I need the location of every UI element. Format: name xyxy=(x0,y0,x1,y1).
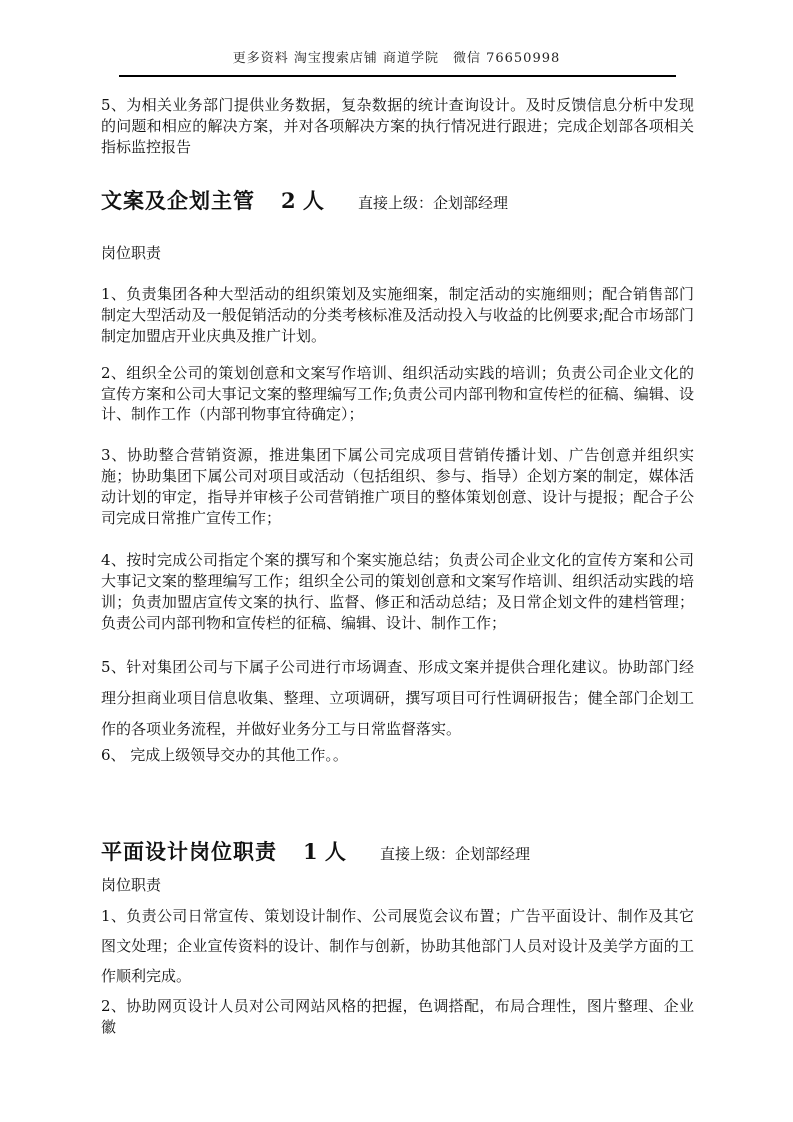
carryover-paragraph: 5、为相关业务部门提供业务数据，复杂数据的统计查询设计。及时反馈信息分析中发现的问题和相应的解决方案，并对各项解决方案的执行情况进行跟进；完成企划部各项相关指标监控报告 xyxy=(101,96,694,156)
section-supervisor-label: 直接上级：企划部经理 xyxy=(379,845,530,864)
document-body xyxy=(0,95,793,1038)
section-title: 文案及企划主管 xyxy=(101,188,255,214)
duty-paragraph: 1、负责集团各种大型活动的组织策划及实施细案，制定活动的实施细则；配合销售部门制定大型活动及一般促销活动的分类考核标准及活动投入与收益的比例要求;配合市场部门制定加盟店开业庆典及推广计划。 xyxy=(101,285,694,345)
section-heading-graphic-design xyxy=(101,838,694,868)
duty-paragraph: 5、针对集团公司与下属子公司进行市场调查、形成文案并提供合理化建议。协助部门经理分担商业项目信息收集、整理、立项调研，撰写项目可行性调研报告；健全部门企划工作的各项业务流程，并做好业务分工与日常监督落实。 xyxy=(101,657,694,738)
duty-paragraph: 3、协助整合营销资源，推进集团下属公司完成项目营销传播计划、广告创意并组织实施；协助集团下属公司对项目或活动（包括组织、参与、指导）企划方案的制定，媒体活动计划的审定，指导并审核子公司营销推广项目的整体策划创意、设计与提报；配合子公司完成日常推广宣传工作； xyxy=(101,446,694,527)
duties-label: 岗位职责 xyxy=(101,244,162,263)
duty-paragraph: 2、组织全公司的策划创意和文案写作培训、组织活动实践的培训；负责公司企业文化的宣传方案和公司大事记文案的整理编写工作;负责公司内部刊物和宣传栏的征稿、编辑、设计、制作工作（内部刊物事宜待确定）； xyxy=(101,363,694,424)
duties-label: 岗位职责 xyxy=(101,876,162,895)
section-title: 平面设计岗位职责 xyxy=(101,839,277,865)
header-rule xyxy=(119,75,676,77)
section-supervisor-label: 直接上级：企划部经理 xyxy=(357,194,508,213)
duty-paragraph: 4、按时完成公司指定个案的撰写和个案实施总结；负责公司企业文化的宣传方案和公司大事记文案的整理编写工作；组织全公司的策划创意和文案写作培训、组织活动实践的培训；负责加盟店宣传文案的执行、监督、修正和活动总结；及日常企划文件的建档管理；负责公司内部刊物和宣传栏的征稿、编辑、设计、制作工作； xyxy=(101,551,694,632)
section-heading-copywriting-supervisor xyxy=(101,187,694,217)
duty-paragraph: 2、协助网页设计人员对公司网站风格的把握，色调搭配，布局合理性，图片整理、企业徽 xyxy=(101,997,694,1037)
header-watermark-text: 更多资料 淘宝搜索店铺 商道学院 微信 76650998 xyxy=(232,51,561,66)
duty-paragraph: 6、 完成上级领导交办的其他工作。。 xyxy=(101,745,348,764)
duty-paragraph: 1、负责公司日常宣传、策划设计制作、公司展览会议布置；广告平面设计、制作及其它图文处理；企业宣传资料的设计、制作与创新，协助其他部门人员对设计及美学方面的工作顺利完成。 xyxy=(101,907,694,986)
section-headcount: 1 人 xyxy=(303,839,346,865)
section-headcount: 2 人 xyxy=(281,188,324,214)
